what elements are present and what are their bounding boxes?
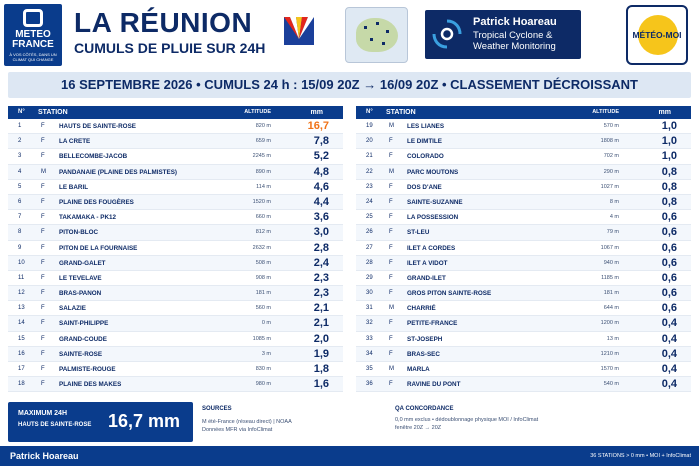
row-station: PITON DE LA FOURNAISE: [59, 244, 138, 252]
table-row: [356, 180, 691, 195]
row-number: 7: [18, 214, 22, 221]
table-row: [8, 134, 343, 149]
row-altitude: 4 m: [609, 214, 619, 221]
row-type: F: [389, 290, 393, 297]
row-type: F: [389, 214, 393, 221]
row-rainfall: 0,6: [661, 226, 677, 239]
qa-block: [395, 406, 595, 432]
row-number: 12: [18, 290, 25, 297]
author-line3: Weather Monitoring: [473, 41, 556, 52]
row-rainfall: 0,6: [661, 302, 677, 315]
row-altitude: 8 m: [609, 198, 619, 205]
row-station: RAVINE DU PONT: [407, 381, 461, 389]
table-row: [356, 347, 691, 362]
table-row: [356, 210, 691, 225]
row-type: M: [41, 168, 46, 175]
row-rainfall: 1,0: [661, 135, 677, 148]
row-type: F: [41, 381, 45, 388]
row-number: 5: [18, 183, 22, 190]
map-marker: [370, 38, 373, 41]
row-altitude: 1210 m: [600, 350, 619, 357]
row-number: 10: [18, 259, 25, 266]
reunion-flag-icon: [284, 17, 314, 45]
row-type: F: [389, 198, 393, 205]
row-station: ILET A VIDOT: [407, 259, 448, 267]
row-rainfall: 0,6: [661, 287, 677, 300]
table-row: [8, 256, 343, 271]
row-rainfall: 2,1: [313, 302, 329, 315]
meteo-moi-logo: [626, 5, 688, 65]
row-altitude: 114 m: [256, 183, 271, 190]
table-row: [356, 241, 691, 256]
row-type: F: [41, 350, 45, 357]
row-type: F: [389, 229, 393, 236]
row-station: LES LIANES: [407, 123, 445, 130]
row-type: F: [389, 381, 393, 388]
row-rainfall: 0,6: [661, 211, 677, 224]
row-rainfall: 1,6: [313, 378, 329, 391]
row-number: 22: [366, 168, 373, 175]
row-altitude: 181 m: [603, 290, 619, 297]
row-rainfall: 0,4: [661, 378, 677, 391]
header: [0, 0, 699, 70]
row-altitude: 570 m: [603, 123, 619, 129]
row-station: LA POSSESSION: [407, 214, 459, 222]
row-number: 34: [366, 350, 373, 357]
row-altitude: 1027 m: [600, 183, 619, 190]
meteo-france-icon: [23, 9, 43, 27]
row-type: F: [389, 335, 393, 342]
row-rainfall: 2,0: [313, 332, 329, 345]
row-altitude: 980 m: [255, 381, 271, 388]
table-row: [356, 362, 691, 377]
row-altitude: 560 m: [255, 305, 271, 312]
row-altitude: 659 m: [255, 138, 271, 145]
date-banner: 16 SEPTEMBRE 2026 • CUMULS 24 h : 15/09 20Z → 16/09 20Z • CLASSEMENT DÉCROISSANT: [8, 72, 691, 98]
row-type: F: [389, 350, 393, 357]
row-rainfall: 1,9: [313, 347, 329, 360]
table-row: [8, 149, 343, 164]
table-row: [8, 271, 343, 286]
row-rainfall: 4,8: [313, 165, 329, 178]
row-station: PITON-BLOC: [59, 229, 99, 237]
table-body: [8, 119, 343, 392]
row-rainfall: 2,4: [313, 256, 329, 269]
meteo-france-line1: METEO: [15, 29, 51, 40]
author-line2: Tropical Cyclone &: [473, 30, 553, 41]
row-type: F: [41, 320, 45, 327]
row-type: F: [389, 153, 393, 160]
meteo-france-logo: [4, 4, 62, 66]
row-altitude: 1067 m: [600, 244, 619, 251]
table-row: [356, 316, 691, 331]
row-station: BRAS-SEC: [407, 350, 440, 358]
row-altitude: 0 m: [261, 320, 271, 327]
row-altitude: 830 m: [255, 366, 271, 372]
row-type: M: [389, 123, 394, 129]
row-number: 32: [366, 320, 373, 327]
row-altitude: 2632 m: [252, 244, 271, 251]
table-header: [356, 106, 691, 119]
row-altitude: 644 m: [603, 305, 619, 312]
row-number: 31: [366, 305, 373, 312]
row-altitude: 1520 m: [252, 198, 271, 205]
row-station: GRAND-COUDE: [59, 335, 107, 343]
table-row: [8, 180, 343, 195]
row-type: F: [41, 305, 45, 312]
row-rainfall: 3,6: [313, 211, 329, 224]
row-rainfall: 0,4: [661, 317, 677, 330]
row-type: F: [389, 138, 393, 145]
row-type: M: [389, 366, 394, 372]
qa-heading: QA CONCORDANCE: [395, 406, 454, 412]
row-number: 29: [366, 274, 373, 281]
row-number: 3: [18, 153, 22, 160]
row-number: 19: [366, 123, 373, 129]
table-row: [8, 119, 343, 134]
row-station: GRAND-GALET: [59, 259, 106, 267]
row-number: 25: [366, 214, 373, 221]
row-type: F: [41, 335, 45, 342]
row-type: F: [41, 366, 45, 372]
row-altitude: 540 m: [603, 381, 619, 388]
row-rainfall: 4,6: [313, 180, 329, 193]
row-altitude: 940 m: [603, 259, 619, 266]
row-altitude: 908 m: [255, 274, 271, 281]
table-row: [356, 134, 691, 149]
row-number: 20: [366, 138, 373, 145]
row-rainfall: 0,6: [661, 256, 677, 269]
row-number: 21: [366, 153, 373, 160]
row-type: M: [389, 305, 394, 312]
table-row: [356, 119, 691, 134]
row-altitude: 1570 m: [600, 366, 619, 372]
meteo-france-tagline: À VOS CÔTÉS, DANS UN CLIMAT QUI CHANGE: [9, 52, 57, 62]
row-rainfall: 4,4: [313, 195, 329, 208]
map-marker: [376, 22, 379, 25]
footer-author: Patrick Hoareau: [10, 451, 79, 461]
row-number: 26: [366, 229, 373, 236]
row-altitude: 79 m: [606, 229, 619, 236]
row-rainfall: 16,7: [307, 120, 329, 132]
col-number: N°: [18, 109, 25, 115]
row-station: SALAZIE: [59, 305, 86, 313]
maximum-value: 16,7 mm: [108, 411, 181, 431]
table-row: [356, 165, 691, 180]
row-number: 33: [366, 335, 373, 342]
row-station: ST-JOSEPH: [407, 335, 443, 343]
map-marker: [382, 42, 385, 45]
table-row: [356, 286, 691, 301]
row-altitude: 890 m: [255, 168, 271, 175]
row-altitude: 1808 m: [600, 138, 619, 145]
row-type: M: [389, 168, 394, 175]
row-station: SAINTE-SUZANNE: [407, 198, 463, 206]
row-number: 17: [18, 366, 25, 372]
row-station: GROS PITON SAINTE-ROSE: [407, 290, 492, 298]
row-station: ILET A CORDES: [407, 244, 456, 252]
row-type: F: [389, 183, 393, 190]
row-station: MARLA: [407, 366, 430, 373]
sources-block: [202, 406, 382, 434]
row-type: F: [389, 274, 393, 281]
row-altitude: 13 m: [606, 335, 619, 342]
row-number: 8: [18, 229, 22, 236]
row-rainfall: 0,6: [661, 241, 677, 254]
row-station: PLAINE DES MAKES: [59, 381, 122, 389]
row-station: BRAS-PANON: [59, 290, 102, 298]
map-marker: [364, 26, 367, 29]
row-altitude: 1085 m: [252, 335, 271, 342]
row-rainfall: 3,0: [313, 226, 329, 239]
row-number: 23: [366, 183, 373, 190]
row-station: PARC MOUTONS: [407, 168, 459, 176]
row-type: F: [41, 259, 45, 266]
col-station: STATION: [386, 109, 416, 116]
row-type: F: [41, 244, 45, 251]
row-number: 27: [366, 244, 373, 251]
table-row: [8, 332, 343, 347]
row-station: CHARRIÉ: [407, 305, 436, 313]
row-rainfall: 0,6: [661, 271, 677, 284]
row-altitude: 290 m: [603, 168, 619, 175]
table-row: [8, 286, 343, 301]
table-row: [8, 210, 343, 225]
row-rainfall: 2,3: [313, 287, 329, 300]
row-rainfall: 2,8: [313, 241, 329, 254]
row-type: F: [41, 183, 45, 190]
table-row: [356, 301, 691, 316]
row-altitude: 702 m: [603, 153, 619, 160]
row-altitude: 660 m: [255, 214, 271, 221]
row-rainfall: 7,8: [313, 135, 329, 148]
row-station: HAUTS DE SAINTE-ROSE: [59, 123, 136, 130]
station-map-thumbnail: [345, 7, 408, 63]
table-row: [356, 271, 691, 286]
sources-heading: SOURCES: [202, 406, 232, 412]
row-number: 2: [18, 138, 22, 145]
row-number: 11: [18, 274, 25, 281]
row-station: TAKAMAKA - PK12: [59, 214, 117, 222]
row-number: 35: [366, 366, 373, 372]
page-subtitle: CUMULS DE PLUIE SUR 24H: [74, 40, 266, 56]
qa-line1: 0,0 mm exclus • dédoublonnage physique MOI / InfoClimat: [395, 417, 539, 423]
row-station: LE DIMTILE: [407, 138, 442, 146]
row-type: F: [41, 214, 45, 221]
sources-line2: Données MFR via InfoClimat: [202, 427, 273, 433]
col-mm: mm: [310, 109, 323, 116]
table-row: [356, 332, 691, 347]
row-type: F: [41, 229, 45, 236]
col-mm: mm: [658, 109, 671, 116]
table-row: [8, 225, 343, 240]
row-type: F: [41, 138, 45, 145]
row-altitude: 3 m: [261, 350, 271, 357]
row-altitude: 508 m: [255, 259, 271, 266]
row-rainfall: 5,2: [313, 150, 329, 163]
rain-table-right: [356, 106, 691, 392]
row-number: 16: [18, 350, 25, 357]
table-row: [8, 165, 343, 180]
row-station: SAINTE-ROSE: [59, 350, 103, 358]
table-row: [8, 241, 343, 256]
row-number: 6: [18, 198, 22, 205]
row-rainfall: 0,4: [661, 363, 677, 375]
maximum-box: [8, 402, 193, 442]
row-station: SAINT-PHILIPPE: [59, 320, 109, 328]
map-marker: [386, 30, 389, 33]
qa-line2: fenêtre 20Z → 20Z: [395, 425, 442, 431]
row-altitude: 2245 m: [252, 153, 271, 160]
row-number: 24: [366, 198, 373, 205]
row-rainfall: 1,0: [661, 150, 677, 163]
row-altitude: 1185 m: [601, 274, 619, 281]
row-type: F: [41, 274, 45, 281]
table-row: [8, 377, 343, 392]
row-number: 13: [18, 305, 25, 312]
col-altitude: ALTITUDE: [592, 109, 619, 115]
table-row: [356, 225, 691, 240]
row-rainfall: 0,4: [661, 332, 677, 345]
col-station: STATION: [38, 109, 68, 116]
table-row: [356, 149, 691, 164]
meteo-france-line2: FRANCE: [12, 39, 54, 50]
row-number: 15: [18, 335, 25, 342]
table-row: [356, 256, 691, 271]
row-altitude: 820 m: [255, 123, 271, 129]
col-number: N°: [366, 109, 373, 115]
row-number: 1: [18, 123, 22, 129]
row-type: F: [41, 290, 45, 297]
row-altitude: 181 m: [255, 290, 271, 297]
row-number: 9: [18, 244, 22, 251]
author-name: Patrick Hoareau: [473, 16, 557, 28]
row-rainfall: 1,0: [661, 120, 677, 132]
row-number: 30: [366, 290, 373, 297]
row-rainfall: 2,3: [313, 271, 329, 284]
footer-meta: 36 STATIONS > 0 mm • MOI + InfoClimat: [590, 453, 691, 459]
col-altitude: ALTITUDE: [244, 109, 271, 115]
row-type: F: [41, 198, 45, 205]
page-title: LA RÉUNION: [74, 7, 253, 38]
row-number: 18: [18, 381, 25, 388]
row-type: F: [41, 153, 45, 160]
row-rainfall: 0,8: [661, 165, 677, 178]
row-station: COLORADO: [407, 153, 444, 161]
cyclone-icon: [431, 18, 463, 50]
row-number: 28: [366, 259, 373, 266]
row-station: DOS D'ANE: [407, 183, 442, 191]
row-station: LE TEVELAVE: [59, 274, 102, 282]
row-number: 14: [18, 320, 25, 327]
row-station: LA CRETE: [59, 138, 91, 146]
maximum-label: MAXIMUM 24H: [18, 410, 68, 417]
row-station: PLAINE DES FOUGÈRES: [59, 198, 134, 206]
row-station: PETITE-FRANCE: [407, 320, 458, 328]
table-row: [8, 195, 343, 210]
row-station: GRAND-ILET: [407, 274, 446, 282]
meteo-moi-logo-text: MÉTÉO-MOI: [632, 30, 682, 40]
row-type: F: [389, 320, 393, 327]
row-rainfall: 2,1: [313, 317, 329, 330]
table-row: [356, 195, 691, 210]
table-row: [8, 301, 343, 316]
footer: [0, 446, 699, 466]
sources-line1: M été-France (réseau direct) | NOAA: [202, 419, 292, 425]
row-station: LE BARIL: [59, 183, 89, 191]
row-number: 4: [18, 168, 22, 175]
maximum-station: HAUTS DE SAINTE-ROSE: [18, 422, 92, 428]
row-station: ST-LEU: [407, 229, 430, 237]
table-header: [8, 106, 343, 119]
row-rainfall: 0,4: [661, 347, 677, 360]
row-rainfall: 1,8: [313, 363, 329, 375]
table-row: [356, 377, 691, 392]
table-row: [8, 362, 343, 377]
author-card: [425, 10, 581, 59]
row-station: PALMISTE-ROUGE: [59, 366, 116, 373]
table-body: [356, 119, 691, 392]
row-station: PANDANAIE (PLAINE DES PALMISTES): [59, 168, 178, 176]
row-number: 36: [366, 381, 373, 388]
rain-table-left: [8, 106, 343, 392]
row-type: F: [389, 259, 393, 266]
row-rainfall: 0,8: [661, 180, 677, 193]
row-type: F: [389, 244, 393, 251]
row-altitude: 812 m: [255, 229, 271, 236]
table-row: [8, 347, 343, 362]
row-station: BELLECOMBE-JACOB: [59, 153, 128, 161]
row-rainfall: 0,8: [661, 195, 677, 208]
table-row: [8, 316, 343, 331]
row-altitude: 1200 m: [600, 320, 619, 327]
row-type: F: [41, 123, 45, 129]
